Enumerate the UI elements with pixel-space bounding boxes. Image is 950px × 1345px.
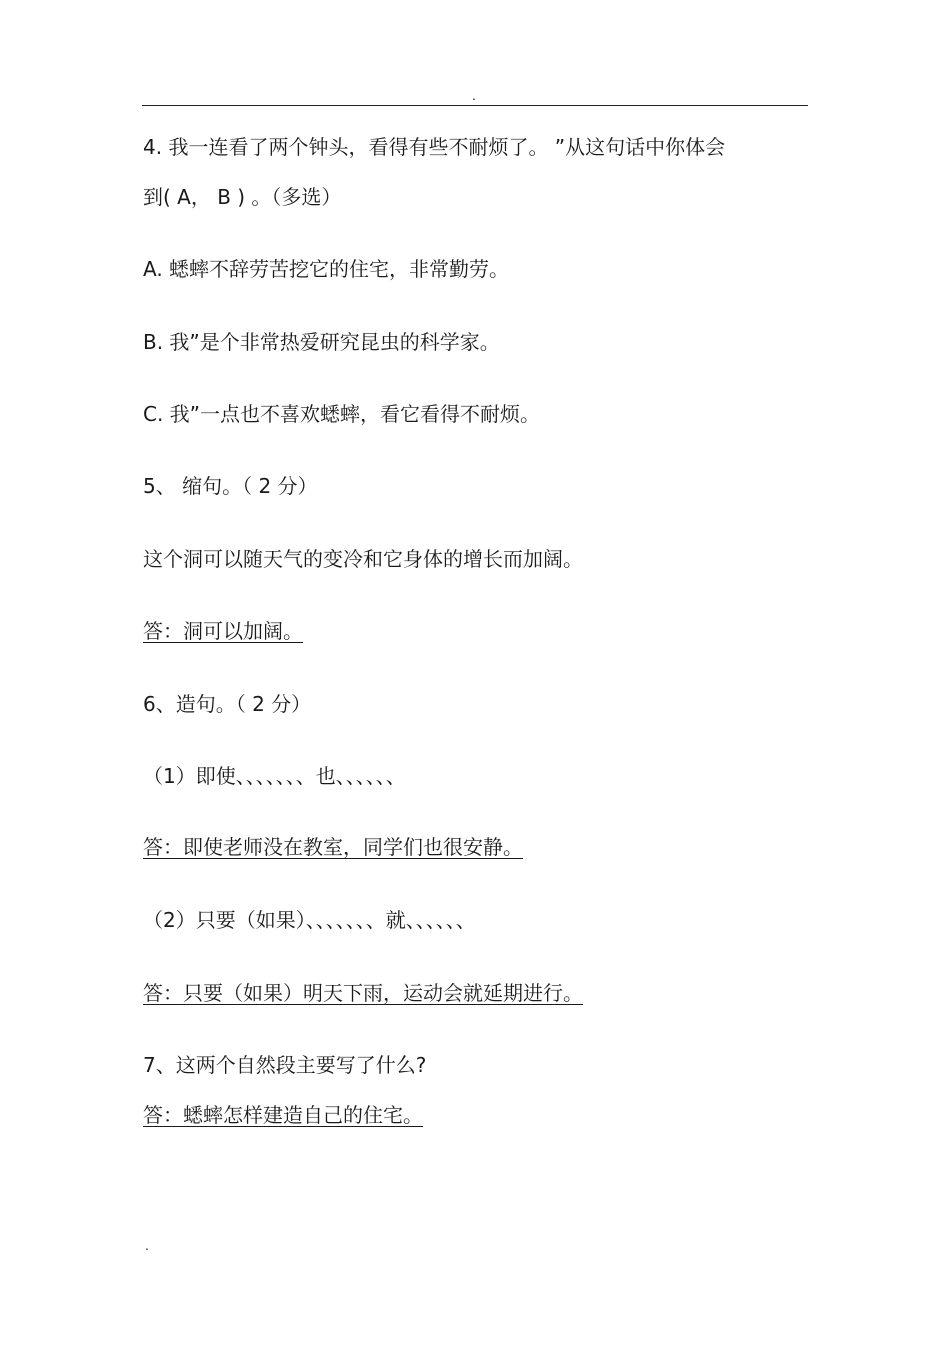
question-7-answer: 答：蟋蟀怎样建造自己的住宅。 — [143, 1103, 423, 1127]
question-5-answer-row — [143, 617, 333, 645]
question-6-answer-2: 答：只要（如果）明天下雨，运动会就延期进行。 — [143, 981, 583, 1005]
option-c: C. 我”一点也不喜欢蟋蟀，看它看得不耐烦。 — [143, 402, 541, 426]
question-6-title: 6、造句。（ 2 分） — [143, 692, 312, 716]
question-6-answer-1-row — [143, 833, 561, 861]
question-7-answer-row — [143, 1101, 453, 1129]
header-rule — [142, 105, 808, 106]
question-5-sentence: 这个洞可以随天气的变冷和它身体的增长而加阔。 — [143, 547, 583, 571]
question-6-answer-1: 答：即使老师没在教室，同学们也很安静。 — [143, 835, 523, 859]
question-4-line-2: 到( A， B ) 。（多选） — [143, 185, 342, 209]
question-4-line-1: 4. 我一连看了两个钟头，看得有些不耐烦了。 ”从这句话中你体会 — [143, 135, 726, 159]
question-7-title: 7、这两个自然段主要写了什么? — [143, 1053, 427, 1077]
footer-mark: . — [145, 1239, 149, 1253]
question-5-title: 5、 缩句。（ 2 分） — [143, 474, 318, 498]
question-5-answer: 答：洞可以加阔。 — [143, 619, 303, 643]
option-b: B. 我”是个非常热爱研究昆虫的科学家。 — [143, 330, 500, 354]
option-a: A. 蟋蟀不辞劳苦挖它的住宅，非常勤劳。 — [143, 257, 510, 281]
header-mark: . — [472, 89, 476, 103]
question-6-answer-2-row — [143, 979, 625, 1007]
question-6-prompt-2: （2）只要（如果）、、、、、、、就、、、、、、 — [143, 908, 476, 932]
question-6-prompt-1: （1）即使、、、、、、、也、、、、、、 — [143, 764, 406, 788]
